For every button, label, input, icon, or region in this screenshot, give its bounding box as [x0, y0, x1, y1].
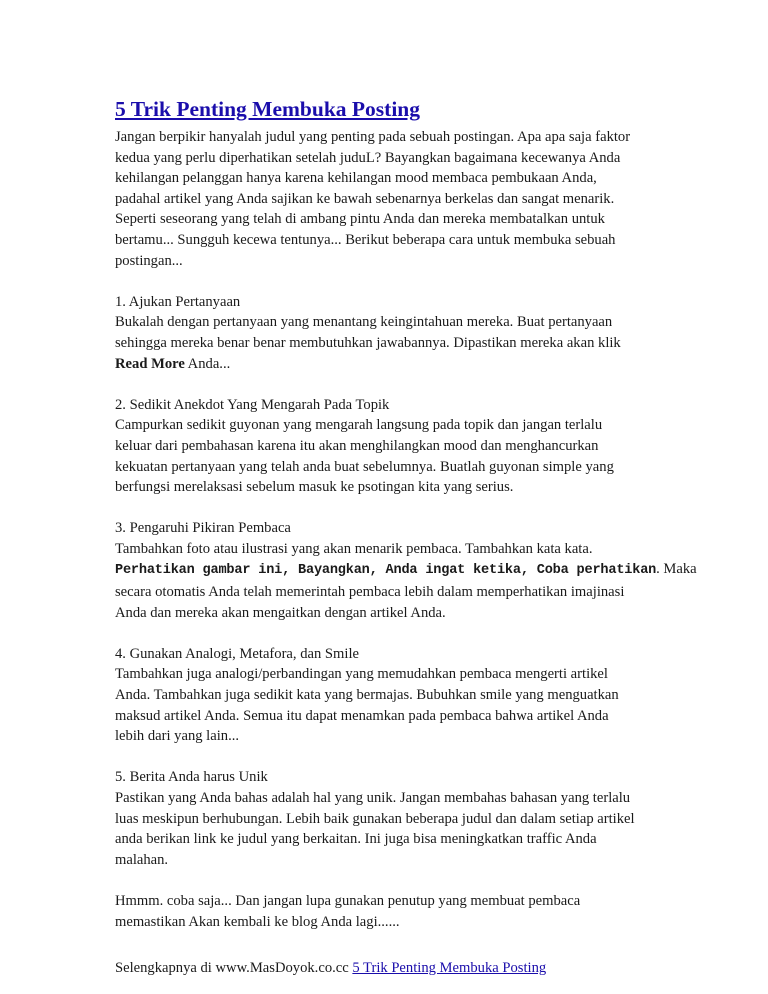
section-line: sehingga mereka benar benar membutuhkan jawabannya. Dipastikan mereka akan klik	[115, 334, 621, 351]
closing-line: Hmmm. coba saja... Dan jangan lupa gunakan penutup yang membuat pembaca	[115, 892, 581, 909]
section-1	[115, 292, 660, 374]
section-line	[115, 559, 697, 582]
section-line: Anda dan mereka akan mengaitkan dengan artikel Anda.	[115, 604, 446, 621]
section-3	[115, 518, 697, 623]
section-line: Pastikan yang Anda bahas adalah hal yang unik. Jangan membahas bahasan yang terlalu	[115, 790, 631, 806]
intro-line: postingan...	[115, 252, 183, 269]
intro-line: bertamu... Sungguh kecewa tentunya... Berikut beberapa cara untuk membuka sebuah	[115, 231, 616, 248]
section-line: Bukalah dengan pertanyaan yang menantang keingintahuan mereka. Buat pertanyaan	[115, 314, 613, 331]
section-line	[115, 354, 660, 375]
section-line: anda berikan link ke judul yang berkaitan. Ini juga bisa meningkatkan traffic Anda	[115, 831, 597, 848]
section-line: Campurkan sedikit guyonan yang mengarah langsung pada topik dan jangan terlalu	[115, 417, 603, 434]
section-line: Tambahkan juga analogi/perbandingan yang memudahkan pembaca mengerti artikel	[115, 666, 608, 683]
closing-line: memastikan Akan kembali ke blog Anda lagi......	[115, 913, 400, 930]
document-page	[115, 95, 697, 979]
footer-prefix: Selengkapnya di www.MasDoyok.co.cc	[115, 960, 353, 977]
source-footer	[115, 958, 660, 979]
section-line: Tambahkan foto atau ilustrasi yang akan menarik pembaca. Tambahkan kata kata.	[115, 540, 593, 557]
section-line: lebih dari yang lain...	[115, 728, 240, 745]
intro-line: Jangan berpikir hanyalah judul yang penting pada sebuah postingan. Apa apa saja faktor	[115, 129, 631, 145]
section-line: malahan.	[115, 851, 169, 868]
section-heading: 2. Sedikit Anekdot Yang Mengarah Pada Topik	[115, 396, 390, 413]
intro-line: padahal artikel yang Anda sajikan ke bawah sebenarnya berkelas dan sangat menarik.	[115, 190, 615, 207]
section-5	[115, 767, 660, 870]
intro-line: kedua yang perlu diperhatikan setelah juduL? Bayangkan bagaimana kecewanya Anda	[115, 149, 621, 166]
article-title-link[interactable]: 5 Trik Penting Membuka Posting	[115, 97, 421, 121]
section-line: Anda. Tambahkan juga sedikit kata yang bermajas. Bubuhkan smile yang menguatkan	[115, 687, 619, 704]
intro-paragraph	[115, 127, 660, 271]
intro-line: Seperti seseorang yang telah di ambang pintu Anda dan mereka membatalkan untuk	[115, 211, 605, 228]
closing-paragraph	[115, 891, 660, 932]
intro-line: kehilangan pelanggan hanya karena kehilangan mood membaca pembukaan Anda,	[115, 170, 597, 187]
section-heading: 4. Gunakan Analogi, Metafora, dan Smile	[115, 645, 359, 662]
section-4	[115, 644, 660, 747]
footer-article-link[interactable]: 5 Trik Penting Membuka Posting	[352, 960, 547, 977]
section-line: kekuatan pertanyaan yang telah anda buat sebelumnya. Buatlah guyonan simple yang	[115, 458, 614, 475]
section-text: . Maka	[656, 561, 697, 578]
section-heading: 3. Pengaruhi Pikiran Pembaca	[115, 520, 291, 537]
section-line: secara otomatis Anda telah memerintah pembaca lebih dalam memperhatikan imajinasi	[115, 584, 625, 601]
section-line: maksud artikel Anda. Semua itu dapat menamkan pada pembaca bahwa artikel Anda	[115, 707, 609, 724]
section-heading: 1. Ajukan Pertanyaan	[115, 293, 241, 310]
section-line: keluar dari pembahasan karena itu akan menghilangkan mood dan menghancurkan	[115, 437, 599, 454]
section-text: Anda...	[184, 355, 231, 372]
section-line: berfungsi merelaksasi sebelum masuk ke psotingan kita yang serius.	[115, 479, 514, 496]
section-heading: 5. Berita Anda harus Unik	[115, 769, 268, 786]
section-line: luas meskipun berhubungan. Lebih baik gunakan beberapa judul dan dalam setiap artikel	[115, 810, 635, 827]
emphasis-text: Perhatikan gambar ini, Bayangkan, Anda ingat ketika, Coba perhatikan	[115, 563, 657, 579]
read-more-text: Read More	[115, 355, 185, 372]
section-2	[115, 395, 660, 498]
